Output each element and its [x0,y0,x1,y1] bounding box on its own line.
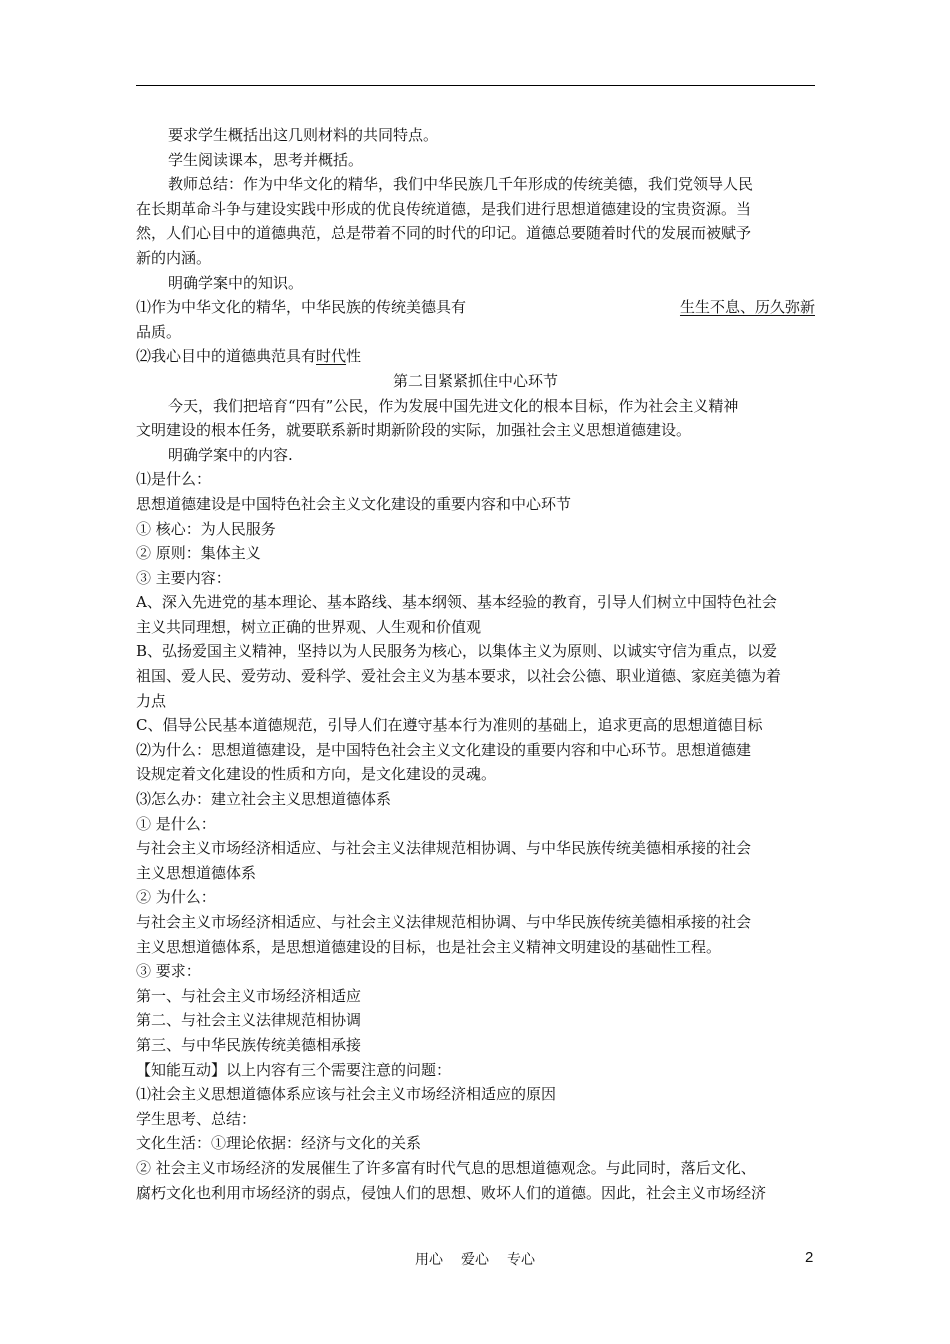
paragraph-line: ① 是什么： [136,814,216,833]
paragraph-line: 祖国、爱人民、爱劳动、爱科学、爱社会主义为基本要求，以社会公德、职业道德、家庭美德为着 [136,667,782,686]
paragraph-line: 文明建设的根本任务，就要联系新时期新阶段的实际，加强社会主义思想道德建设。 [136,421,692,440]
paragraph-line: 学生思考、总结： [136,1109,257,1128]
paragraph-line: 设规定着文化建设的性质和方向，是文化建设的灵魂。 [136,765,497,784]
paragraph-line: 在长期革命斗争与建设实践中形成的优良传统道德，是我们进行思想道德建设的宝贵资源。当 [136,199,752,218]
paragraph-line: 第一、与社会主义市场经济相适应 [136,986,362,1005]
paragraph-line: 主义思想道德体系 [136,863,257,882]
paragraph-line: 学生阅读课本，思考并概括。 [168,150,364,169]
fill-in-prefix: ⑵我心目中的道德典范具有 [136,347,317,366]
footer-motto-2: 爱心 [461,1252,489,1268]
paragraph-line: 与社会主义市场经济相适应、与社会主义法律规范相协调、与中华民族传统美德相承接的社会 [136,839,752,858]
paragraph-line: 要求学生概括出这几则材料的共同特点。 [168,126,439,144]
footer-motto-1: 用心 [415,1252,443,1268]
fill-in-suffix: 性 [346,347,362,366]
paragraph-line: ⑴社会主义思想道德体系应该与社会主义市场经济相适应的原因 [136,1085,557,1104]
paragraph-line: ③ 主要内容： [136,568,231,587]
paragraph-line: ⑴是什么： [136,470,212,489]
paragraph-line: 明确学案中的知识。 [168,273,304,292]
fill-in-continuation: 品质。 [136,322,182,341]
paragraph-line: ⑵为什么：思想道德建设，是中国特色社会主义文化建设的重要内容和中心环节。思想道德建 [136,740,752,759]
fill-in-answer: 时代 [316,347,347,366]
fill-in-item-2 [136,344,815,369]
fill-in-item-1 [136,295,815,320]
paragraph-line: ⑶怎么办：建立社会主义思想道德体系 [136,790,392,809]
paragraph-line: A、深入先进党的基本理论、基本路线、基本纲领、基本经验的教育，引导人们树立中国特色社会 [136,593,777,612]
paragraph-line: 主义思想道德体系，是思想道德建设的目标，也是社会主义精神文明建设的基础性工程。 [136,937,722,956]
paragraph-line: 与社会主义市场经济相适应、与社会主义法律规范相协调、与中华民族传统美德相承接的社会 [136,913,752,931]
paragraph-line: 明确学案中的内容. [168,445,293,464]
paragraph-line: 新的内涵。 [136,248,212,267]
paragraph-line: B、弘扬爱国主义精神，坚持以为人民服务为核心，以集体主义为原则、以诚实守信为重点，以爱 [136,642,778,661]
paragraph-line: ② 为什么： [136,888,216,907]
paragraph-line: 教师总结：作为中华文化的精华，我们中华民族几千年形成的传统美德，我们党领导人民 [168,175,754,194]
document-body [136,123,815,1205]
paragraph-line: 然，人们心目中的道德典范，总是带着不同的时代的印记。道德总要随着时代的发展而被赋予 [136,224,752,243]
fill-in-answer: 生生不息、历久弥新 [679,298,815,317]
paragraph-line: ① 核心：为人民服务 [136,519,276,538]
paragraph-line: ② 社会主义市场经济的发展催生了许多富有时代气息的思想道德观念。与此同时，落后文化、 [136,1158,756,1177]
paragraph-line: 第三、与中华民族传统美德相承接 [136,1035,362,1054]
fill-in-prefix: ⑴作为中华文化的精华，中华民族的传统美德具有 [136,298,467,317]
paragraph-line: 【知能互动】以上内容有三个需要注意的问题： [136,1060,452,1079]
paragraph-line: ③ 要求： [136,962,201,981]
paragraph-line: 腐朽文化也利用市场经济的弱点，侵蚀人们的思想、败坏人们的道德。因此，社会主义市场经济 [136,1183,767,1202]
paragraph-line: 力点 [136,691,167,710]
paragraph-line: 第二、与社会主义法律规范相协调 [136,1011,362,1030]
paragraph-line: 思想道德建设是中国特色社会主义文化建设的重要内容和中心环节 [136,494,572,513]
paragraph-line: 主义共同理想，树立正确的世界观、人生观和价值观 [136,617,482,636]
page-number: 2 [805,1249,814,1266]
paragraph-line: 文化生活：①理论依据：经济与文化的关系 [136,1134,422,1153]
paragraph-line: ② 原则：集体主义 [136,544,261,563]
paragraph-line: 今天，我们把培育“四有”公民，作为发展中国先进文化的根本目标，作为社会主义精神 [168,396,739,415]
paragraph-line: C、倡导公民基本道德规范，引导人们在遵守基本行为准则的基础上，追求更高的思想道德目标 [136,716,763,735]
header-rule [136,85,815,86]
footer-motto-3: 专心 [507,1252,535,1268]
section-title: 第二目紧紧抓住中心环节 [392,371,558,390]
